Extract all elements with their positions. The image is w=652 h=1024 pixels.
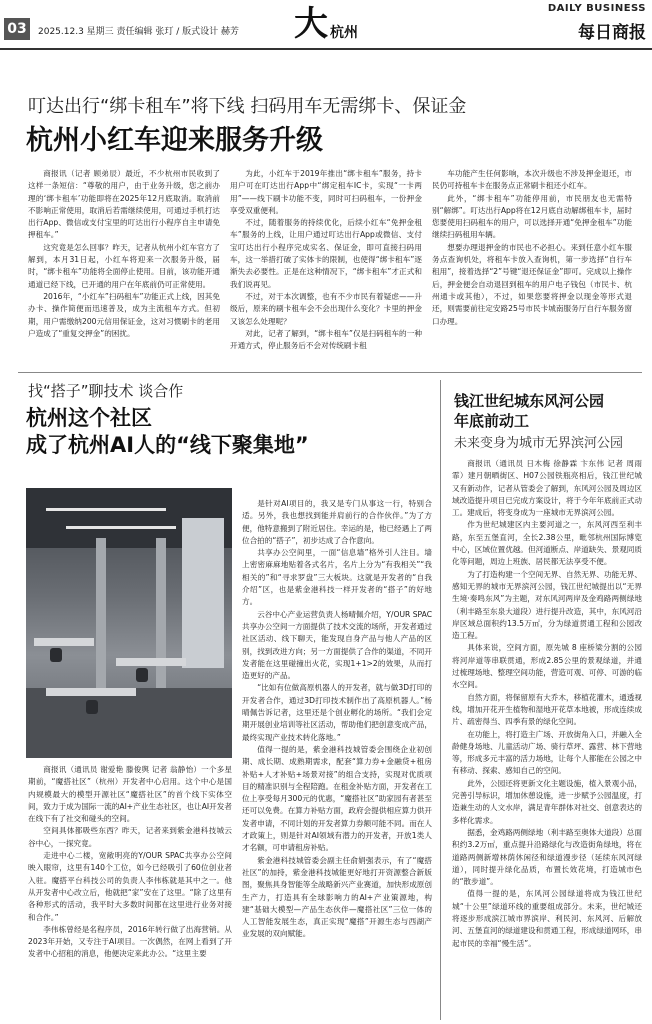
story3-headline-line1: 钱江世纪城东风河公园 bbox=[454, 392, 605, 410]
story2-kicker: 找“搭子”聊技术 谈合作 bbox=[28, 382, 184, 400]
paragraph: 李伟栋曾经是名程序员，2016年转行做了出海营销。从2023年开始，又专注于AI项目。一次偶然，在网上看到了开发者中心招租的消息，他便决定来此办公。“这里主要 bbox=[28, 924, 232, 959]
paragraph: 不过，随着服务的持续优化，后续小红车“免押金租车”服务的上线，让用户通过叮达出行App或微信、支付宝叮达出行小程序完成实名、保证金，即可直接扫码用车，这一举措打破了实体卡的限制，也使得“绑卡租车”逐渐失去必要性。正是在这种情况下，“绑卡租车”才正式和我们说再见。 bbox=[230, 218, 422, 289]
story2-headline-line1: 杭州这个社区 bbox=[26, 406, 152, 430]
paragraph: 车功能产生任何影响，本次升级也不涉及押金退还，市民仍可持租车卡在服务点正常刷卡租还小红车。 bbox=[432, 169, 632, 191]
story1-headline: 杭州小红车迎来服务升级 bbox=[26, 125, 323, 156]
paragraph: 想要办理退押金的市民也不必担心。来到任意小红车服务点查询机处，将租车卡放入查询机，第一步选择“自行车租用”，接着选择“2”号键“退还保证金”即可。完成以上操作后，押金便会自动退回到租车的用户电子钱包（市民卡、杭州通卡或其他），不过，如果您要将押金以现金等形式退还，则需要前往定安路25号市民卡城南服务厅自行车服务窗口办理。 bbox=[432, 242, 632, 326]
paragraph: 值得一提的是，紫金港科技城管委会围绕企业初创期、成长期、成熟期需求，配套“算力券+金融贷+租房补贴+人才补贴+场景对接”的组合支持，实现对优质项目的精准识别与全程陪跑。在租金补贴方面，开发者在工位上享受每月300元的优惠，“魔搭社区”助家园有者甚至还可以免费。在算力补贴方面，政府会提供相应算力供开发者申请，不同计划的开发者算力券额可能不同。而在人才政策上，则是针对AI领域有潜力的开发者，开放1类人才名额，可申请租房补贴。 bbox=[242, 744, 432, 853]
paragraph: 商报讯（通讯员 日木梅 徐静霖 卞东伟 记者 周雨霏）建月朝晒街区、H07公园铁瓶亮相后，钱江世纪城又有新动作，记者从管委会了解到，东风河公园及周边区域改造提升项目已完成方案设计，将于今年年底前正式动工。建成后，将变身成为一座城市无界滨河公园。 bbox=[452, 459, 642, 518]
story1-column-2 bbox=[230, 168, 422, 368]
paragraph: 走进中心二楼，宽敞明亮的Y/OUR SPAC共享办公空间映入眼帘，这里有140个工位，如今已经吸引了60位创业者入驻。魔搭平台科技公司的负责人李伟栋就是其中之一。他从开发者中心改立后，他就把“家”安在了这里。“除了这里有各种形式的活动，我平时大多数时间都在这里进行业务对接和合作。” bbox=[28, 851, 232, 922]
story1-column-1 bbox=[28, 168, 220, 368]
brand-chinese: 每日商报 bbox=[578, 23, 646, 43]
coworking-space-photo bbox=[26, 488, 232, 758]
paragraph: 具体来说，空间方面，原先城 8 座桥梁分割的公园将河岸道等串联贯通，形成2.85公里的景观绿道，并通过梳理场地、整理空间功能，营造可观、可停、可游的临水空间。 bbox=[452, 643, 642, 690]
paragraph: 不过，对于本次调整，也有不少市民有着疑虑——升级后，原来的刷卡租车会不会出现什么变化？卡里的押金又该怎么处理呢？ bbox=[230, 291, 422, 326]
paragraph: 此外，“绑卡租车”功能停用前，市民朋友也无需特别“解绑”。叮达出行App将在12月底自动解绑租车卡，届时您要使用扫码租车的用户，可以选择开通“免押金租车”功能继续扫码租用车辆。 bbox=[432, 193, 632, 240]
paragraph: 这究竟是怎么回事？昨天，记者从杭州小红车官方了解到，本月31日起，小红车将迎来一次服务升级，届时，“绑卡租车”功能将全面停止使用。目前，该功能开通通道已经下线，已开通的用户在年底前仍可正常使用。 bbox=[28, 242, 220, 289]
paragraph: 为此，小红车于2019年推出“绑卡租车”服务，持卡用户可在叮达出行App中“绑定租车IC卡，实现“一卡两用”——线下刷卡功能不变，同时可扫码租车，一份押金享受双重便利。 bbox=[230, 169, 422, 215]
page-number: 03 bbox=[4, 18, 30, 40]
photo-chair bbox=[86, 700, 98, 714]
paragraph: 共享办公空间里，一面“信息墙”格外引人注目。墙上密密麻麻地贴着各式名片，名片上分为“有我相关”“我相关的”和“寻求罗盘”三大板块。这就是开发者的“自我介绍”区，也是紫金港科技一样开发者的“搭子”的好地方。 bbox=[242, 548, 432, 607]
story2-column-2 bbox=[242, 498, 432, 1020]
photo-desk bbox=[46, 688, 136, 696]
paragraph: 对此，记者了解到，“绑卡租车”仅是扫码租车的一种开通方式，停止服务后不会对传统刷卡租 bbox=[230, 328, 422, 351]
photo-floor bbox=[26, 688, 232, 758]
paragraph: 紫金港科技城管委会副主任俞娟强表示，有了“魔搭社区”的加持，紫金港科技城能更好地打开资源整合新版图，聚焦具身智能等全战略新兴产业赛道，加快形成原创生产力，打造具有全球影响力的AI+产业策源地，构建“基础大模型—产品生态伙伴—魔搭社区”三位一体的人工智能发展生态，真正实现“魔搭”开源生态与西湖产业发展的双向赋能。 bbox=[242, 855, 432, 939]
paragraph: 作为世纪城建区内主要河道之一，东风河西至利丰路，东至五堡直河，全长2.38公里，毗邻杭州国际博览中心，区域位置优越。但河道断点、岸道缺失、景观同质化等问题，周边上班族、居民都无法享受不便。 bbox=[452, 520, 642, 567]
photo-ceiling-light bbox=[46, 508, 166, 511]
story1-column-3 bbox=[432, 168, 632, 368]
paragraph: 云谷中心产业运营负责人杨晴佩介绍，Y/OUR SPAC共享办公空间一方面提供了技术交流的场所，开发者通过社区活动、线下聊天，能发现自身产品与他人产品的区别，找到改进方向；另一方面提供了合作的渠道，不同开发者能在这里碰撞出火花，实现1+1>2的效果，从而打造更好的产品。 bbox=[242, 609, 432, 681]
story2-headline-line2: 成了杭州AI人的“线下聚集地” bbox=[26, 433, 309, 457]
photo-window bbox=[182, 518, 224, 668]
paragraph: 是针对AI项目的，我又是专门从事这一行，特别合适。另外，我也想找到能并肩前行的合作伙伴。”为了方便，他特意搬到了附近居住。幸运的是，他已经遇上了两位合拍的“搭子”，初步达成了合作意向。 bbox=[242, 499, 432, 545]
paragraph: 此外，公园还将更新文化主题设施，植入景观小品，完善引导标识，增加休憩设施，进一步赋予公园温度，打造兼生动的人文水岸，满足青年群体对社交、创意表达的多样化需求。 bbox=[452, 778, 642, 825]
paragraph: 2016年，“小红车”扫码租车”功能正式上线，因其免办卡、操作简便而迅速普及，成为主流租车方式。但初期，用户需缴纳200元信用保证金，这对习惯刷卡的老用户造成了“重复交押金”的困扰。 bbox=[28, 291, 220, 338]
photo-desk bbox=[116, 658, 186, 666]
section-char: 大 bbox=[294, 4, 328, 44]
paragraph: 空间具体都吸些东西？昨天，记者来到紫金港科技城云谷中心，一探究竟。 bbox=[28, 826, 232, 848]
photo-ceiling-light bbox=[66, 526, 176, 529]
section-divider bbox=[18, 372, 642, 373]
section-city: 杭州 bbox=[330, 25, 358, 41]
paragraph: 自然方面，将保留原有大乔木，移植花灌木，通透视线，增加开花开生植物和湿地开花草本地被，形成连续成片、疏密得当、四季有景的绿化空间。 bbox=[452, 692, 642, 727]
paragraph: 商报讯（通讯员 谢爱艳 滕俊舆 记者 翁静怡）一个多星期前，“魔搭社区”（杭州）开发者中心启用。这个中心是国内规模最大的模型开源社区“魔搭社区”的首个线下实体空间，致力于成为国际一流的AI+产业生态社区，也让AI开发者在线下有了社交和碰头的空间。 bbox=[28, 765, 232, 824]
paragraph: 为了打造构建一个空间无界、自然无界、功能无界、感知无界的城市无界滨河公园，钱江世纪城提出以“无界生境·奏鸣东风”为主题，对东风河两岸及金鸡路两侧绿地（利丰路至东泉大道段）进行提升改造，其中，东风河沿岸区域总面积约13.5万㎡，分为绿道贯通工程和公园改造工程。 bbox=[452, 569, 642, 641]
photo-chair bbox=[50, 648, 62, 662]
story3-headline-line2: 年底前动工 bbox=[454, 412, 530, 430]
paragraph: 据悉，金鸡路两侧绿地（利丰路至奥体大道段）总面积约3.2万㎡，重点提升沿路绿化与改造街角绿地，将在道路两侧新增林荫休闲径和绿道漫步径（延续东风河绿道），同时提升绿化品质，布置长效花境，打造城市色的“散步道”。 bbox=[452, 827, 642, 887]
paragraph: 商报讯（记者 顾弟辰）最近，不少杭州市民收到了这样一条短信：“尊敬的用户，由于业务升级，您之前办理的‘绑卡租车’功能即将在2025年12月底取消。取消前不影响正常使用，取消后若需继续使用，可通过手机打达出行App、微信或支付宝里的叮达出行小程序自主申请免押租车。” bbox=[28, 169, 220, 240]
paragraph: “比如有位做高原机器人的开发者，就与做3D打印的开发者合作，通过3D打印技术制作出了高原机器人。”杨晴佩告诉记者，这里还是个创业孵化的场所。“我们会定期开展创业培训等社区活动，帮助他们把创意变成产品，最终实现产业技术转化落地。” bbox=[242, 683, 432, 742]
masthead bbox=[0, 0, 652, 50]
story3-body bbox=[452, 458, 642, 1020]
story2-column-1 bbox=[28, 764, 232, 1020]
sidebar-divider bbox=[440, 380, 441, 1020]
photo-chair bbox=[136, 668, 148, 682]
paragraph: 在功能上，将打造主广场、开放街角入口，并融入全龄健身场地、儿童活动广场、骑行草坪、露营、林下营地等，形成多元丰富的活力场地，让每个人都能在公园之中有移动、探索、感知自己的空间。 bbox=[452, 729, 642, 776]
issue-info: 2025.12.3 星期三 责任编辑 张玎 / 版式设计 赫芳 bbox=[38, 27, 240, 37]
paragraph: 值得一提的是，东风河公园绿道将成为钱江世纪城“十公里”绿道环线的重要组成部分。未来，世纪城还将逐步形成滨江城市界滨岸、利民河、东风河、后解放河、五堡直河的绿道建设和贯通工程，形成绿道网环，串起市民的幸福“慢生活”。 bbox=[452, 889, 642, 948]
brand-english: DAILY BUSINESS bbox=[547, 3, 646, 14]
story3-subhead: 未来变身为城市无界滨河公园 bbox=[454, 436, 624, 451]
story1-kicker: 叮达出行“绑卡租车”将下线 扫码用车无需绑卡、保证金 bbox=[28, 96, 467, 117]
photo-desk bbox=[34, 638, 94, 646]
